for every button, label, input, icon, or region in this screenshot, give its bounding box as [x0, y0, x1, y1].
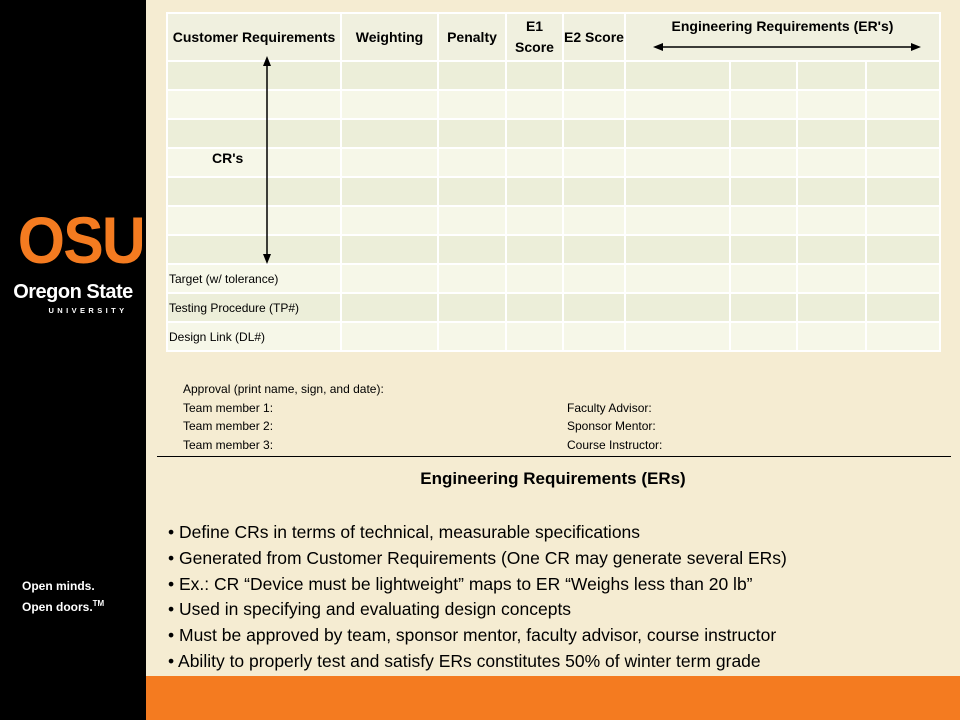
section-title: Engineering Requirements (ERs): [420, 469, 686, 488]
table-row: [167, 148, 940, 177]
header-customer-requirements: Customer Requirements: [167, 13, 341, 61]
row-label-design: Design Link (DL#): [167, 322, 341, 351]
list-item: • Define CRs in terms of technical, measurable specifications: [168, 522, 641, 542]
tagline-line2-text: Open doors.: [22, 600, 93, 614]
team-member-2-label: Team member 2:: [183, 419, 274, 433]
faculty-advisor-label: Faculty Advisor:: [567, 400, 652, 415]
sponsor-mentor-label: Sponsor Mentor:: [567, 419, 656, 433]
bullet-text: Must be approved by team, sponsor mentor, faculty advisor, course instructor: [179, 625, 777, 646]
logo-university: UNIVERSITY: [48, 306, 128, 315]
bullet-text: Ex.: CR “Device must be lightweight” maps to ER “Weighs less than 20 lb”: [179, 573, 753, 594]
table-row: [167, 206, 940, 235]
table-row-testing: [167, 293, 940, 322]
row-label-testing: Testing Procedure (TP#): [167, 293, 341, 322]
header-penalty: Penalty: [438, 13, 506, 61]
header-e2-score: E2 Score: [563, 13, 625, 61]
list-item: • Used in specifying and evaluating design concepts: [168, 599, 572, 620]
logo-mark: OSU: [17, 203, 144, 277]
approval-heading: Approval (print name, sign, and date):: [183, 382, 384, 396]
row-label-target: Target (w/ tolerance): [167, 264, 341, 293]
table-row: [167, 235, 940, 264]
logo-name: Oregon State: [13, 281, 133, 303]
bullet-list: [168, 520, 787, 675]
table-header-row: [167, 13, 940, 61]
crs-label: CR's: [212, 150, 244, 166]
approval-row-2: [183, 417, 923, 436]
table-row-target: [167, 264, 940, 293]
team-member-3-label: Team member 3:: [183, 437, 274, 452]
bottom-bar: [146, 676, 960, 720]
course-instructor-label: Course Instructor:: [567, 437, 663, 452]
table-row: [167, 177, 940, 206]
bullet-text: Define CRs in terms of technical, measurable specifications: [179, 522, 641, 542]
table-row-design: [167, 322, 940, 351]
trademark-mark: TM: [92, 599, 105, 608]
list-item: • Ex.: CR “Device must be lightweight” maps to ER “Weighs less than 20 lb”: [168, 573, 753, 594]
bullet-text: Ability to properly test and satisfy ERs constitutes 50% of winter term grade: [178, 650, 761, 671]
table-row: [167, 119, 940, 148]
list-item: • Ability to properly test and satisfy ERs constitutes 50% of winter term grade: [168, 650, 761, 671]
tagline: [22, 578, 104, 616]
table-row: [167, 61, 940, 90]
team-member-1-label: Team member 1:: [183, 400, 274, 415]
approval-row-1: [183, 399, 923, 418]
tagline-line1: Open minds.: [22, 579, 95, 593]
bullet-text: Generated from Customer Requirements (One CR may generate several ERs): [179, 547, 787, 568]
sidebar: [0, 0, 146, 720]
bullet-text: Used in specifying and evaluating design concepts: [179, 599, 572, 620]
tagline-line2: [22, 595, 104, 616]
osu-logo: [13, 196, 144, 315]
list-item: • Must be approved by team, sponsor mentor, faculty advisor, course instructor: [168, 625, 777, 646]
table-row: [167, 90, 940, 119]
approval-block: [183, 380, 923, 454]
list-item: • Generated from Customer Requirements (One CR may generate several ERs): [168, 547, 787, 568]
section-divider: [157, 456, 951, 457]
header-engineering-requirements: Engineering Requirements (ER's): [625, 13, 940, 61]
header-weighting: Weighting: [341, 13, 438, 61]
requirements-table: [166, 12, 941, 352]
approval-row-3: [183, 436, 923, 455]
header-e1-score: E1 Score: [506, 13, 563, 61]
